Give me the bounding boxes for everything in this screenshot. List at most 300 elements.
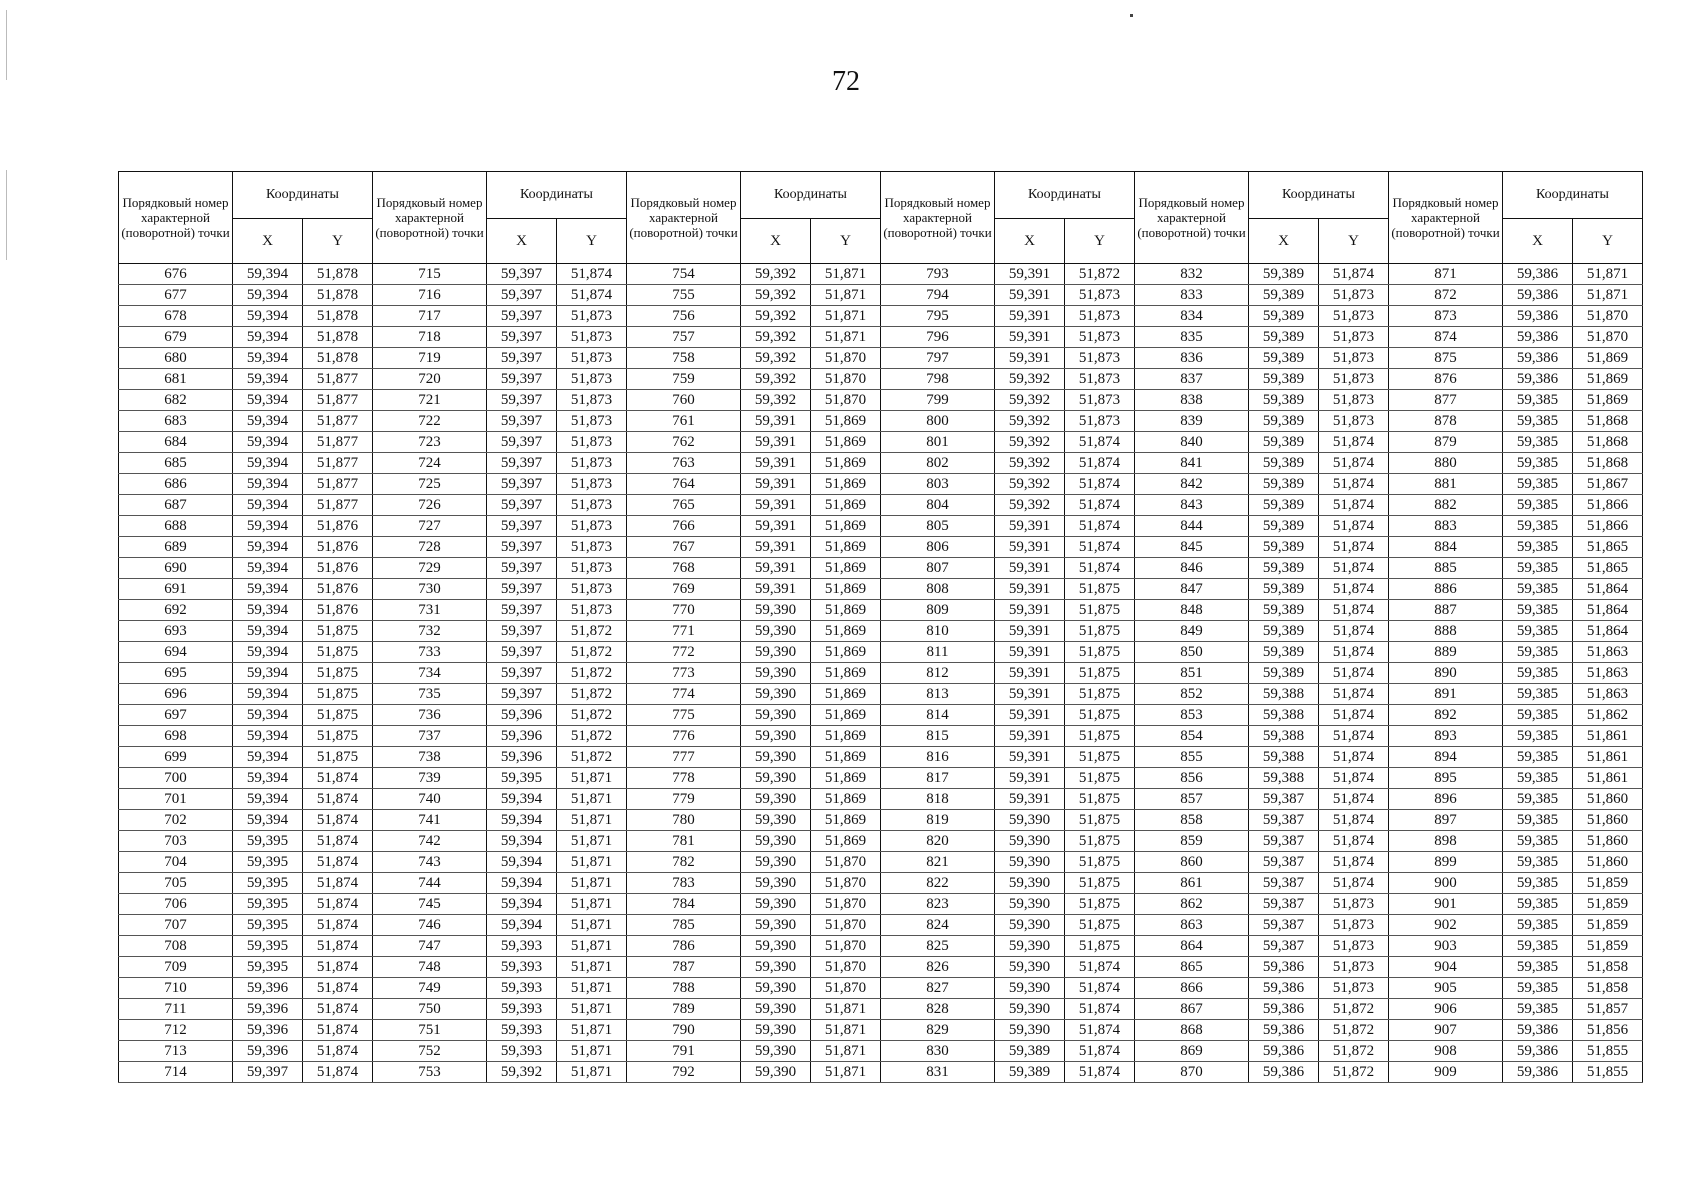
point-number-cell: 882 [1389, 495, 1503, 516]
y-coordinate-cell: 51,873 [1319, 978, 1389, 999]
point-number-cell: 723 [373, 432, 487, 453]
x-coordinate-cell: 59,394 [487, 852, 557, 873]
point-number-cell: 869 [1135, 1041, 1249, 1062]
header-row-top [119, 172, 1643, 219]
x-coordinate-cell: 59,390 [741, 621, 811, 642]
y-header: Y [1065, 219, 1135, 264]
y-coordinate-cell: 51,872 [557, 747, 627, 768]
point-number-cell: 722 [373, 411, 487, 432]
point-number-cell: 841 [1135, 453, 1249, 474]
x-coordinate-cell: 59,385 [1503, 957, 1573, 978]
x-coordinate-cell: 59,390 [995, 957, 1065, 978]
table-row [119, 264, 1643, 285]
x-coordinate-cell: 59,387 [1249, 936, 1319, 957]
x-coordinate-cell: 59,392 [995, 495, 1065, 516]
point-number-cell: 681 [119, 369, 233, 390]
y-coordinate-cell: 51,871 [557, 852, 627, 873]
y-coordinate-cell: 51,874 [1065, 1062, 1135, 1083]
x-coordinate-cell: 59,392 [995, 474, 1065, 495]
y-coordinate-cell: 51,874 [1319, 789, 1389, 810]
point-number-cell: 744 [373, 873, 487, 894]
point-number-header: Порядковый номер характерной (поворотной) точки [1389, 172, 1503, 264]
x-coordinate-cell: 59,386 [1249, 1020, 1319, 1041]
x-coordinate-cell: 59,394 [233, 495, 303, 516]
y-coordinate-cell: 51,877 [303, 453, 373, 474]
y-coordinate-cell: 51,870 [811, 978, 881, 999]
x-coordinate-cell: 59,387 [1249, 894, 1319, 915]
y-coordinate-cell: 51,876 [303, 558, 373, 579]
point-number-cell: 796 [881, 327, 995, 348]
point-number-cell: 768 [627, 558, 741, 579]
y-coordinate-cell: 51,869 [811, 600, 881, 621]
table-row [119, 285, 1643, 306]
y-coordinate-cell: 51,874 [1065, 1041, 1135, 1062]
y-coordinate-cell: 51,864 [1573, 579, 1643, 600]
table-row [119, 789, 1643, 810]
x-coordinate-cell: 59,394 [233, 726, 303, 747]
x-coordinate-cell: 59,385 [1503, 915, 1573, 936]
point-number-cell: 680 [119, 348, 233, 369]
point-number-cell: 908 [1389, 1041, 1503, 1062]
table-row [119, 894, 1643, 915]
point-number-cell: 803 [881, 474, 995, 495]
point-number-header: Порядковый номер характерной (поворотной) точки [881, 172, 995, 264]
table-row [119, 705, 1643, 726]
point-number-cell: 718 [373, 327, 487, 348]
y-coordinate-cell: 51,874 [1065, 999, 1135, 1020]
x-coordinate-cell: 59,387 [1249, 831, 1319, 852]
y-coordinate-cell: 51,869 [811, 789, 881, 810]
point-number-cell: 772 [627, 642, 741, 663]
point-number-cell: 883 [1389, 516, 1503, 537]
x-coordinate-cell: 59,390 [741, 978, 811, 999]
y-coordinate-cell: 51,874 [1065, 558, 1135, 579]
point-number-cell: 900 [1389, 873, 1503, 894]
y-coordinate-cell: 51,874 [1319, 831, 1389, 852]
table-row [119, 642, 1643, 663]
x-coordinate-cell: 59,390 [741, 831, 811, 852]
x-coordinate-cell: 59,389 [1249, 390, 1319, 411]
point-number-cell: 759 [627, 369, 741, 390]
table-row [119, 831, 1643, 852]
x-coordinate-cell: 59,391 [995, 705, 1065, 726]
x-coordinate-cell: 59,390 [741, 852, 811, 873]
point-number-cell: 859 [1135, 831, 1249, 852]
point-number-cell: 850 [1135, 642, 1249, 663]
y-coordinate-cell: 51,871 [557, 1041, 627, 1062]
point-number-cell: 806 [881, 537, 995, 558]
x-coordinate-cell: 59,390 [741, 663, 811, 684]
x-coordinate-cell: 59,393 [487, 999, 557, 1020]
point-number-cell: 860 [1135, 852, 1249, 873]
point-number-cell: 897 [1389, 810, 1503, 831]
y-coordinate-cell: 51,875 [303, 684, 373, 705]
point-number-cell: 780 [627, 810, 741, 831]
point-number-cell: 762 [627, 432, 741, 453]
x-coordinate-cell: 59,393 [487, 978, 557, 999]
point-number-cell: 906 [1389, 999, 1503, 1020]
x-coordinate-cell: 59,390 [741, 810, 811, 831]
y-coordinate-cell: 51,869 [811, 831, 881, 852]
point-number-cell: 824 [881, 915, 995, 936]
table-row [119, 915, 1643, 936]
point-number-cell: 787 [627, 957, 741, 978]
x-coordinate-cell: 59,394 [233, 789, 303, 810]
y-coordinate-cell: 51,875 [303, 663, 373, 684]
x-coordinate-cell: 59,395 [233, 852, 303, 873]
y-header: Y [557, 219, 627, 264]
point-number-cell: 874 [1389, 327, 1503, 348]
x-coordinate-cell: 59,397 [487, 306, 557, 327]
x-coordinate-cell: 59,385 [1503, 789, 1573, 810]
y-coordinate-cell: 51,860 [1573, 831, 1643, 852]
x-coordinate-cell: 59,390 [995, 1020, 1065, 1041]
table-row [119, 873, 1643, 894]
y-coordinate-cell: 51,873 [557, 558, 627, 579]
point-number-cell: 727 [373, 516, 487, 537]
point-number-cell: 748 [373, 957, 487, 978]
x-coordinate-cell: 59,391 [741, 579, 811, 600]
point-number-cell: 842 [1135, 474, 1249, 495]
point-number-cell: 808 [881, 579, 995, 600]
y-coordinate-cell: 51,874 [1065, 474, 1135, 495]
point-number-cell: 807 [881, 558, 995, 579]
point-number-cell: 814 [881, 705, 995, 726]
x-coordinate-cell: 59,394 [233, 432, 303, 453]
y-coordinate-cell: 51,872 [1065, 264, 1135, 285]
y-coordinate-cell: 51,874 [1319, 600, 1389, 621]
x-coordinate-cell: 59,389 [1249, 558, 1319, 579]
y-coordinate-cell: 51,870 [811, 936, 881, 957]
x-coordinate-cell: 59,390 [741, 642, 811, 663]
point-number-cell: 852 [1135, 684, 1249, 705]
y-coordinate-cell: 51,861 [1573, 747, 1643, 768]
table-body [119, 264, 1643, 1083]
x-coordinate-cell: 59,395 [233, 957, 303, 978]
x-coordinate-cell: 59,391 [995, 579, 1065, 600]
point-number-cell: 832 [1135, 264, 1249, 285]
y-coordinate-cell: 51,873 [1319, 306, 1389, 327]
y-coordinate-cell: 51,871 [1573, 285, 1643, 306]
x-coordinate-cell: 59,391 [995, 621, 1065, 642]
x-coordinate-cell: 59,397 [487, 453, 557, 474]
x-coordinate-cell: 59,386 [1249, 999, 1319, 1020]
point-number-cell: 679 [119, 327, 233, 348]
x-coordinate-cell: 59,391 [995, 348, 1065, 369]
y-coordinate-cell: 51,878 [303, 285, 373, 306]
point-number-cell: 766 [627, 516, 741, 537]
point-number-cell: 830 [881, 1041, 995, 1062]
y-coordinate-cell: 51,871 [557, 1062, 627, 1083]
y-coordinate-cell: 51,873 [557, 390, 627, 411]
x-coordinate-cell: 59,394 [233, 516, 303, 537]
y-coordinate-cell: 51,875 [1065, 894, 1135, 915]
x-coordinate-cell: 59,394 [233, 348, 303, 369]
x-header: X [1249, 219, 1319, 264]
y-coordinate-cell: 51,873 [1065, 369, 1135, 390]
point-number-cell: 902 [1389, 915, 1503, 936]
x-coordinate-cell: 59,386 [1503, 369, 1573, 390]
y-coordinate-cell: 51,873 [1319, 285, 1389, 306]
x-coordinate-cell: 59,385 [1503, 705, 1573, 726]
y-coordinate-cell: 51,874 [1319, 768, 1389, 789]
table-row [119, 936, 1643, 957]
point-number-cell: 704 [119, 852, 233, 873]
point-number-cell: 862 [1135, 894, 1249, 915]
y-coordinate-cell: 51,874 [1319, 432, 1389, 453]
y-coordinate-cell: 51,874 [303, 894, 373, 915]
y-coordinate-cell: 51,861 [1573, 768, 1643, 789]
point-number-cell: 740 [373, 789, 487, 810]
point-number-cell: 881 [1389, 474, 1503, 495]
point-number-cell: 734 [373, 663, 487, 684]
x-coordinate-cell: 59,390 [995, 852, 1065, 873]
x-coordinate-cell: 59,386 [1503, 1020, 1573, 1041]
point-number-cell: 907 [1389, 1020, 1503, 1041]
y-coordinate-cell: 51,875 [1065, 684, 1135, 705]
y-coordinate-cell: 51,876 [303, 537, 373, 558]
point-number-cell: 757 [627, 327, 741, 348]
point-number-cell: 742 [373, 831, 487, 852]
table-header [119, 172, 1643, 264]
point-number-cell: 735 [373, 684, 487, 705]
x-coordinate-cell: 59,394 [233, 264, 303, 285]
y-coordinate-cell: 51,871 [811, 1062, 881, 1083]
x-coordinate-cell: 59,390 [741, 747, 811, 768]
x-coordinate-cell: 59,394 [233, 537, 303, 558]
point-number-cell: 754 [627, 264, 741, 285]
point-number-cell: 839 [1135, 411, 1249, 432]
point-number-cell: 701 [119, 789, 233, 810]
x-coordinate-cell: 59,390 [741, 768, 811, 789]
y-coordinate-cell: 51,863 [1573, 642, 1643, 663]
point-number-cell: 800 [881, 411, 995, 432]
y-coordinate-cell: 51,868 [1573, 453, 1643, 474]
point-number-cell: 689 [119, 537, 233, 558]
y-coordinate-cell: 51,875 [1065, 663, 1135, 684]
y-coordinate-cell: 51,870 [811, 894, 881, 915]
point-number-cell: 760 [627, 390, 741, 411]
point-number-cell: 746 [373, 915, 487, 936]
point-number-cell: 770 [627, 600, 741, 621]
y-coordinate-cell: 51,872 [1319, 999, 1389, 1020]
y-coordinate-cell: 51,874 [1065, 978, 1135, 999]
y-coordinate-cell: 51,874 [1319, 852, 1389, 873]
point-number-cell: 799 [881, 390, 995, 411]
x-coordinate-cell: 59,391 [995, 264, 1065, 285]
table-row [119, 663, 1643, 684]
y-coordinate-cell: 51,859 [1573, 894, 1643, 915]
y-coordinate-cell: 51,868 [1573, 432, 1643, 453]
x-coordinate-cell: 59,385 [1503, 642, 1573, 663]
y-coordinate-cell: 51,875 [1065, 705, 1135, 726]
y-header: Y [1573, 219, 1643, 264]
y-coordinate-cell: 51,877 [303, 432, 373, 453]
coordinates-header: Координаты [487, 172, 627, 219]
x-coordinate-cell: 59,392 [741, 306, 811, 327]
point-number-cell: 713 [119, 1041, 233, 1062]
y-coordinate-cell: 51,874 [1319, 264, 1389, 285]
table-row [119, 600, 1643, 621]
x-coordinate-cell: 59,390 [741, 684, 811, 705]
point-number-cell: 773 [627, 663, 741, 684]
y-coordinate-cell: 51,858 [1573, 957, 1643, 978]
x-coordinate-cell: 59,385 [1503, 978, 1573, 999]
point-number-cell: 786 [627, 936, 741, 957]
y-coordinate-cell: 51,875 [1065, 600, 1135, 621]
y-coordinate-cell: 51,869 [811, 516, 881, 537]
x-coordinate-cell: 59,385 [1503, 600, 1573, 621]
point-number-cell: 691 [119, 579, 233, 600]
x-coordinate-cell: 59,391 [995, 768, 1065, 789]
point-number-cell: 885 [1389, 558, 1503, 579]
point-number-cell: 871 [1389, 264, 1503, 285]
y-coordinate-cell: 51,869 [811, 579, 881, 600]
point-number-cell: 877 [1389, 390, 1503, 411]
y-coordinate-cell: 51,874 [1319, 747, 1389, 768]
y-coordinate-cell: 51,875 [1065, 747, 1135, 768]
coordinates-header: Координаты [995, 172, 1135, 219]
point-number-cell: 884 [1389, 537, 1503, 558]
point-number-cell: 710 [119, 978, 233, 999]
scan-mark [6, 10, 7, 80]
x-coordinate-cell: 59,386 [1503, 306, 1573, 327]
y-coordinate-cell: 51,871 [557, 1020, 627, 1041]
point-number-cell: 810 [881, 621, 995, 642]
y-coordinate-cell: 51,874 [1319, 621, 1389, 642]
y-coordinate-cell: 51,873 [557, 495, 627, 516]
x-header: X [487, 219, 557, 264]
point-number-cell: 854 [1135, 726, 1249, 747]
y-coordinate-cell: 51,869 [811, 747, 881, 768]
y-coordinate-cell: 51,871 [557, 768, 627, 789]
point-number-cell: 708 [119, 936, 233, 957]
point-number-cell: 888 [1389, 621, 1503, 642]
x-coordinate-cell: 59,390 [741, 999, 811, 1020]
x-coordinate-cell: 59,396 [233, 1041, 303, 1062]
y-coordinate-cell: 51,864 [1573, 600, 1643, 621]
point-number-cell: 813 [881, 684, 995, 705]
x-coordinate-cell: 59,390 [741, 957, 811, 978]
x-coordinate-cell: 59,390 [995, 810, 1065, 831]
x-coordinate-cell: 59,389 [1249, 411, 1319, 432]
point-number-cell: 678 [119, 306, 233, 327]
point-number-cell: 792 [627, 1062, 741, 1083]
point-number-cell: 725 [373, 474, 487, 495]
x-coordinate-cell: 59,394 [233, 390, 303, 411]
y-coordinate-cell: 51,874 [303, 936, 373, 957]
table-row [119, 516, 1643, 537]
point-number-cell: 901 [1389, 894, 1503, 915]
coordinates-header: Координаты [741, 172, 881, 219]
point-number-cell: 720 [373, 369, 487, 390]
y-coordinate-cell: 51,855 [1573, 1062, 1643, 1083]
x-coordinate-cell: 59,397 [487, 663, 557, 684]
point-number-cell: 775 [627, 705, 741, 726]
table-row [119, 558, 1643, 579]
point-number-cell: 823 [881, 894, 995, 915]
x-coordinate-cell: 59,389 [1249, 306, 1319, 327]
x-coordinate-cell: 59,395 [233, 894, 303, 915]
table-row [119, 852, 1643, 873]
point-number-cell: 765 [627, 495, 741, 516]
point-number-cell: 777 [627, 747, 741, 768]
x-coordinate-cell: 59,385 [1503, 621, 1573, 642]
point-number-cell: 721 [373, 390, 487, 411]
x-coordinate-cell: 59,390 [741, 873, 811, 894]
x-coordinate-cell: 59,394 [233, 369, 303, 390]
y-coordinate-cell: 51,872 [557, 642, 627, 663]
y-coordinate-cell: 51,871 [557, 831, 627, 852]
y-coordinate-cell: 51,875 [303, 621, 373, 642]
x-header: X [233, 219, 303, 264]
x-coordinate-cell: 59,397 [487, 285, 557, 306]
point-number-cell: 818 [881, 789, 995, 810]
point-number-cell: 756 [627, 306, 741, 327]
y-coordinate-cell: 51,871 [557, 894, 627, 915]
x-coordinate-cell: 59,391 [995, 600, 1065, 621]
y-coordinate-cell: 51,873 [1319, 348, 1389, 369]
point-number-cell: 904 [1389, 957, 1503, 978]
table-row [119, 1020, 1643, 1041]
y-coordinate-cell: 51,874 [1319, 726, 1389, 747]
y-coordinate-cell: 51,869 [811, 726, 881, 747]
x-coordinate-cell: 59,392 [741, 390, 811, 411]
y-coordinate-cell: 51,877 [303, 495, 373, 516]
x-coordinate-cell: 59,393 [487, 936, 557, 957]
point-number-cell: 753 [373, 1062, 487, 1083]
y-coordinate-cell: 51,875 [1065, 810, 1135, 831]
point-number-cell: 864 [1135, 936, 1249, 957]
table-row [119, 1041, 1643, 1062]
y-coordinate-cell: 51,862 [1573, 705, 1643, 726]
point-number-cell: 891 [1389, 684, 1503, 705]
y-coordinate-cell: 51,872 [557, 663, 627, 684]
point-number-cell: 726 [373, 495, 487, 516]
y-coordinate-cell: 51,871 [557, 789, 627, 810]
coordinates-table [118, 171, 1643, 1083]
coordinates-header: Координаты [1249, 172, 1389, 219]
point-number-cell: 903 [1389, 936, 1503, 957]
point-number-cell: 828 [881, 999, 995, 1020]
x-coordinate-cell: 59,392 [741, 264, 811, 285]
point-number-cell: 752 [373, 1041, 487, 1062]
x-coordinate-cell: 59,389 [1249, 663, 1319, 684]
y-coordinate-cell: 51,869 [811, 642, 881, 663]
x-coordinate-cell: 59,385 [1503, 453, 1573, 474]
x-coordinate-cell: 59,394 [233, 642, 303, 663]
point-number-cell: 853 [1135, 705, 1249, 726]
point-number-cell: 879 [1389, 432, 1503, 453]
y-coordinate-cell: 51,873 [1065, 390, 1135, 411]
y-coordinate-cell: 51,870 [811, 915, 881, 936]
x-coordinate-cell: 59,394 [233, 810, 303, 831]
point-number-cell: 788 [627, 978, 741, 999]
x-coordinate-cell: 59,392 [741, 348, 811, 369]
table-row [119, 579, 1643, 600]
y-coordinate-cell: 51,869 [811, 663, 881, 684]
x-coordinate-cell: 59,386 [1503, 1062, 1573, 1083]
point-number-cell: 847 [1135, 579, 1249, 600]
x-coordinate-cell: 59,391 [741, 474, 811, 495]
y-coordinate-cell: 51,878 [303, 264, 373, 285]
y-coordinate-cell: 51,875 [303, 747, 373, 768]
y-coordinate-cell: 51,874 [303, 957, 373, 978]
point-number-cell: 876 [1389, 369, 1503, 390]
point-number-cell: 801 [881, 432, 995, 453]
table-row [119, 495, 1643, 516]
y-coordinate-cell: 51,878 [303, 348, 373, 369]
